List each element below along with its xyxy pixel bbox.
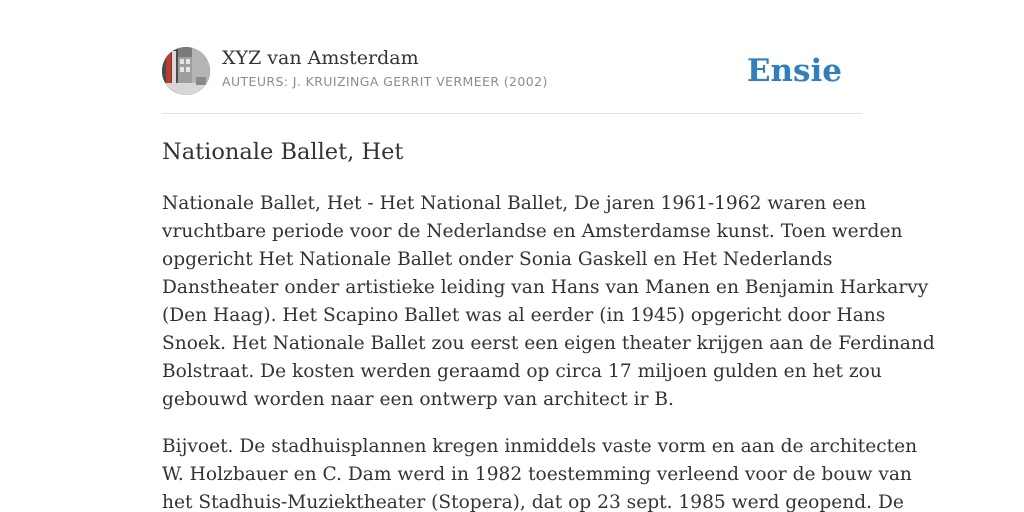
header-divider bbox=[162, 113, 862, 114]
paragraph-2 bbox=[162, 433, 918, 512]
book-authors: AUTEURS: J. KRUIZINGA GERRIT VERMEER (2002) bbox=[222, 74, 548, 89]
text-line: Snoek. Het Nationale Ballet zou eerst een eigen theater krijgen aan de Ferdinand bbox=[162, 333, 935, 354]
text-line: gebouwd worden naar een ontwerp van architect ir B. bbox=[162, 389, 674, 410]
text-line: Bijvoet. De stadhuisplannen kregen inmiddels vaste vorm en aan de architecten bbox=[162, 436, 918, 457]
paragraph-1 bbox=[162, 190, 935, 414]
text-line: W. Holzbauer en C. Dam werd in 1982 toestemming verleend voor de bouw van bbox=[162, 464, 912, 485]
text-line: opgericht Het Nationale Ballet onder Sonia Gaskell en Het Nederlands bbox=[162, 249, 833, 270]
ensie-logo-link[interactable]: Ensie bbox=[746, 53, 842, 89]
entry-body bbox=[162, 190, 935, 512]
text-line: (Den Haag). Het Scapino Ballet was al eerder (in 1945) opgericht door Hans bbox=[162, 305, 886, 326]
text-line: het Stadhuis-Muziektheater (Stopera), dat op 23 sept. 1985 werd geopend. De bbox=[162, 492, 904, 512]
book-cover-avatar[interactable] bbox=[162, 47, 210, 95]
text-line: Danstheater onder artistieke leiding van Hans van Manen en Benjamin Harkarvy bbox=[162, 277, 929, 298]
book-title[interactable]: XYZ van Amsterdam bbox=[222, 47, 419, 69]
entry-title: Nationale Ballet, Het bbox=[162, 139, 404, 165]
book-header bbox=[162, 46, 862, 96]
text-line: Nationale Ballet, Het - Het National Ballet, De jaren 1961-1962 waren een bbox=[162, 193, 867, 214]
text-line: vruchtbare periode voor de Nederlandse en Amsterdamse kunst. Toen werden bbox=[162, 221, 903, 242]
text-line: Bolstraat. De kosten werden geraamd op circa 17 miljoen gulden en het zou bbox=[162, 361, 882, 382]
book-cover-icon bbox=[162, 47, 210, 95]
